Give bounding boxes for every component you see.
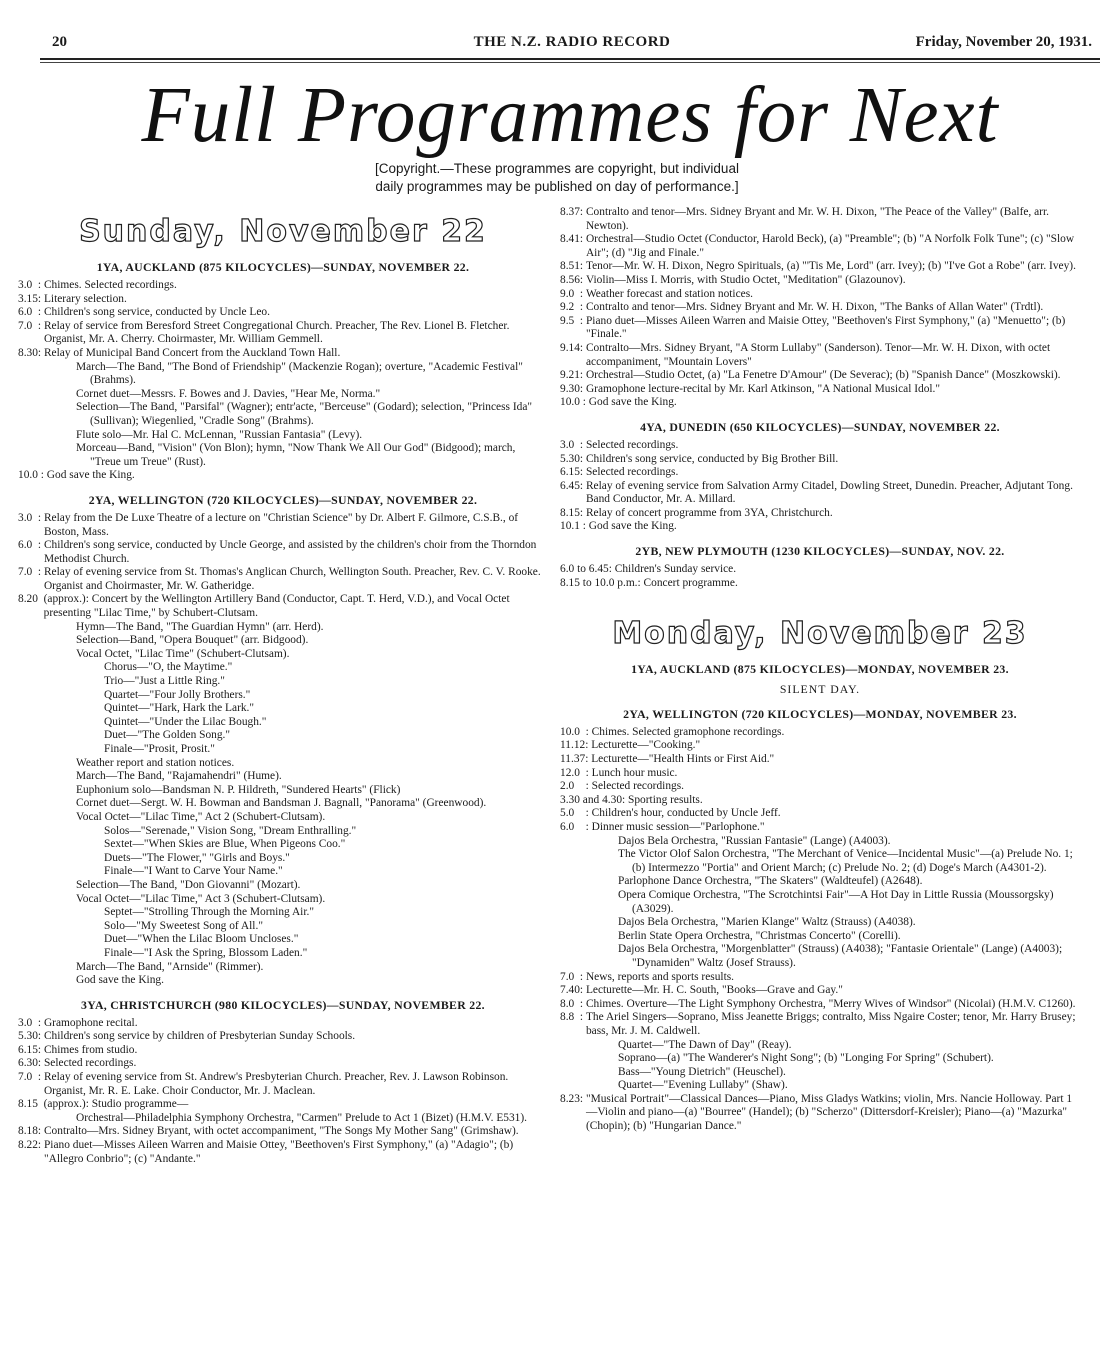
- schedule-entry: 10.0 : God save the King.: [18, 469, 135, 482]
- copyright-notice: [0, 160, 1114, 196]
- programme-item: Orchestral—Philadelphia Symphony Orchestra, "Carmen" Prelude to Act 1 (Bizet) (H.M.V. E531).: [76, 1111, 528, 1124]
- programme-item: Selection—The Band, "Parsifal" (Wagner); entr'acte, "Berceuse" (Godard); selection, "Princess Ida" (Sullivan); Wiegenlied, "Cradle Song" (Brahms).: [76, 401, 533, 427]
- schedule-entry: 7.0 : News, reports and sports results.: [560, 970, 735, 983]
- programme-list: [560, 971, 1080, 1039]
- schedule-entry: 8.15: Relay of concert programme from 3YA, Christchurch.: [560, 506, 833, 519]
- schedule-entry: 10.0 : Chimes. Selected gramophone recordings.: [560, 725, 785, 738]
- programme-item: Septet—"Strolling Through the Morning Air.": [104, 906, 315, 919]
- programme-item: Cornet duet—Sergt. W. H. Bowman and Bandsman J. Bagnall, "Panorama" (Greenwood).: [76, 797, 487, 810]
- schedule-entry: 8.56: Violin—Miss I. Morris, with Studio Octet, "Meditation" (Glazounov).: [560, 273, 906, 286]
- programme-item: Finale—"I Ask the Spring, Blossom Laden.": [104, 946, 308, 959]
- programme-item: March—The Band, "Rajamahendri" (Hume).: [76, 770, 282, 783]
- schedule-entry: 7.0 : Relay of evening service from St. Andrew's Presbyterian Church. Preacher, Rev. J. Lawson Robinson. Organist, Mr. R. E. Lake. Choir Conductor, Mr. J. Maclean.: [18, 1071, 509, 1097]
- schedule-entry: 6.0 : Children's song service, conducted by Uncle George, and assisted by the children's choir from the Thorndon Methodist Church.: [18, 539, 537, 565]
- schedule-entry: 7.40: Lecturette—Mr. H. C. South, "Books—Grave and Gay.": [560, 984, 843, 997]
- station-heading: 4YA, DUNEDIN (650 KILOCYCLES)—SUNDAY, NOVEMBER 22.: [640, 419, 1000, 434]
- schedule-entry: 6.0 to 6.45: Children's Sunday service.: [560, 563, 737, 576]
- schedule-entry: 7.0 : Relay of service from Beresford Street Congregational Church. Preacher, The Rev. Lionel B. Fletcher. Organist, Mr. A. Cherry. Choirmaster, Mr. William Gemmell.: [18, 319, 510, 346]
- schedule-entry: 5.30: Children's song service, conducted by Big Brother Bill.: [560, 452, 839, 465]
- schedule-entry: 6.30: Selected recordings.: [18, 1057, 137, 1070]
- programme-item: Euphonium solo—Bandsman N. P. Hildreth, "Sundered Hearts" (Flick): [76, 783, 401, 796]
- programme-item: Duets—"The Flower," "Girls and Boys.": [104, 851, 290, 864]
- schedule-entry: 3.30 and 4.30: Sporting results.: [560, 793, 703, 806]
- programme-item: Flute solo—Mr. Hal C. McLennan, "Russian Fantasia" (Levy).: [76, 428, 363, 441]
- programme-item: Parlophone Dance Orchestra, "The Skaters" (Waldteufel) (A2648).: [618, 875, 923, 888]
- programme-item: Quartet—"The Dawn of Day" (Reay).: [618, 1038, 792, 1051]
- programme-list: [560, 1093, 1080, 1134]
- schedule-entry: 8.41: Orchestral—Studio Octet (Conductor, Harold Beck), (a) "Preamble"; (b) "A Norfolk Folk Tune"; (c) "Slow Air"; (d) "Jig and Finale.": [560, 233, 1075, 259]
- schedule-entry: 12.0 : Lunch hour music.: [560, 766, 678, 779]
- schedule-entry: 8.23: "Musical Portrait"—Classical Dances—Piano, Miss Gladys Watkins; violin, Mrs. Nancie Holloway. Part 1—Violin and piano—(a) "Bourree" (Handel); (b) "Scherzo" (Dittersdorf-Kreisler); Piano—(a) "Mazurka" (Chopin); (b) "Hungarian Dance.": [560, 1092, 1073, 1133]
- programme-item: Trio—"Just a Little Ring.": [104, 675, 225, 688]
- programme-item: March—The Band, "The Bond of Friendship" (Mackenzie Rogan); overture, "Academic Festival" (Brahms).: [76, 360, 523, 387]
- programme-item: Quartet—"Evening Lullaby" (Shaw).: [618, 1079, 788, 1092]
- schedule-entry: 8.0 : Chimes. Overture—The Light Symphony Orchestra, "Merry Wives of Windsor" (Nicolai) (H.M.V. C1260).: [560, 997, 1076, 1010]
- schedule-entry: 8.15 (approx.): Studio programme—: [18, 1098, 189, 1111]
- programme-item: Vocal Octet—"Lilac Time," Act 2 (Schubert-Clutsam).: [76, 810, 326, 823]
- programme-item: March—The Band, "Arnside" (Rimmer).: [76, 960, 264, 973]
- schedule-entry: 3.0 : Relay from the De Luxe Theatre of a lecture on "Christian Science" by Dr. Albert F. Gilmore, C.S.B., of Boston, Mass.: [18, 511, 519, 538]
- schedule-entry: 5.0 : Children's hour, conducted by Uncle Jeff.: [560, 807, 781, 820]
- station-heading: 2YA, WELLINGTON (720 KILOCYCLES)—SUNDAY, NOVEMBER 22.: [88, 492, 478, 507]
- programme-item: Finale—"Prosit, Prosit.": [104, 743, 215, 755]
- programme-list: [560, 726, 1080, 835]
- schedule-entry: 8.37: Contralto and tenor—Mrs. Sidney Bryant and Mr. W. H. Dixon, "The Peace of the Valley" (Balfe, arr. Newton).: [560, 206, 1049, 232]
- programme-item: Duet—"When the Lilac Bloom Uncloses.": [104, 933, 299, 946]
- programme-item: Bass—"Young Dietrich" (Heuschel).: [618, 1065, 786, 1078]
- programme-item: Cornet duet—Messrs. F. Bowes and J. Davies, "Hear Me, Norma.": [76, 387, 381, 400]
- schedule-entry: 8.51: Tenor—Mr. W. H. Dixon, Negro Spirituals, (a) "'Tis Me, Lord" (arr. Ivey); (b) "I've Got a Robe" (arr. Ivey).: [560, 260, 1076, 273]
- programme-item: Berlin State Opera Orchestra, "Christmas Concerto" (Corelli).: [618, 929, 901, 942]
- station-heading: 1YA, AUCKLAND (875 KILOCYCLES)—SUNDAY, NOVEMBER 22.: [96, 260, 470, 274]
- header-rule-thin: [40, 62, 1100, 63]
- programme-item: Chorus—"O, the Maytime.": [104, 661, 233, 674]
- programme-item: Finale—"I Want to Carve Your Name.": [104, 865, 283, 878]
- schedule-entry: 7.0 : Relay of evening service from St. Thomas's Anglican Church, Wellington South. Preacher, Rev. C. V. Rooke. Organist and Choirmaster, Mr. W. Gatheridge.: [18, 566, 541, 592]
- station-heading: 1YA, AUCKLAND (875 KILOCYCLES)—MONDAY, NOVEMBER 23.: [631, 662, 1009, 677]
- programme-item: Dajos Bela Orchestra, "Marien Klange" Waltz (Strauss) (A4038).: [618, 916, 916, 929]
- programme-item: Quintet—"Under the Lilac Bough.": [104, 715, 267, 728]
- schedule-entry: 8.18: Contralto—Mrs. Sidney Bryant, with octet accompaniment, "The Songs My Mother Sang" (Grimshaw).: [18, 1125, 519, 1138]
- programme-item: Morceau—Band, "Vision" (Von Blon); hymn, "Now Thank We All Our God" (Bidgood); march, "Treue um Treue" (Rust).: [76, 442, 516, 468]
- programme-item: Solos—"Serenade," Vision Song, "Dream Enthralling.": [104, 824, 357, 837]
- station-heading: 2YB, NEW PLYMOUTH (1230 KILOCYCLES)—SUNDAY, NOV. 22.: [635, 544, 1005, 559]
- schedule-entry: 6.0 : Children's song service, conducted by Uncle Leo.: [18, 306, 270, 319]
- schedule-entry: 9.30: Gramophone lecture-recital by Mr. Karl Atkinson, "A National Musical Idol.": [560, 382, 941, 395]
- schedule-entry: 3.0 : Selected recordings.: [560, 438, 679, 451]
- programme-list: [560, 439, 1080, 534]
- programme-item: Dajos Bela Orchestra, "Morgenblatter" (Strauss) (A4038); "Fantasie Orientale" (Lange) (A4003); "Dynamiden" Waltz (Josef Strauss).: [618, 943, 1063, 969]
- schedule-entry: 9.21: Orchestral—Studio Octet, (a) "La Fenetre D'Amour" (De Severac); (b) "Spanish Dance" (Moszkowski).: [560, 369, 1061, 382]
- programme-item: Vocal Octet, "Lilac Time" (Schubert-Clutsam).: [76, 647, 290, 660]
- schedule-entry: 3.0 : Chimes. Selected recordings.: [18, 279, 177, 291]
- programme-item: Selection—Band, "Opera Bouquet" (arr. Bidgood).: [76, 634, 309, 647]
- programme-list: [560, 835, 1080, 971]
- schedule-entry: 8.15 to 10.0 p.m.: Concert programme.: [560, 576, 738, 589]
- programme-list: [560, 1039, 1080, 1093]
- station-heading: 3YA, CHRISTCHURCH (980 KILOCYCLES)—SUNDAY, NOVEMBER 22.: [81, 997, 485, 1012]
- programme-item: Dajos Bela Orchestra, "Russian Fantasie" (Lange) (A4003).: [618, 834, 891, 847]
- masthead: THE N.Z. RADIO RECORD: [473, 34, 671, 50]
- programme-item: Weather report and station notices.: [76, 756, 235, 769]
- schedule-entry: 9.5 : Piano duet—Misses Aileen Warren and Maisie Ottey, "Beethoven's First Symphony," (a) "Menuetto"; (b) "Finale.": [560, 314, 1066, 341]
- programme-list: [18, 621, 548, 988]
- programme-item: Solo—"My Sweetest Song of All.": [104, 919, 263, 932]
- programme-item: Soprano—(a) "The Wanderer's Night Song"; (b) "Longing For Spring" (Schubert).: [618, 1052, 994, 1065]
- programme-item: Quintet—"Hark, Hark the Lark.": [104, 702, 255, 715]
- day-heading-sunday: Sunday, November 22: [79, 214, 487, 249]
- programme-item: God save the King.: [76, 974, 164, 987]
- programme-item: Duet—"The Golden Song.": [104, 729, 231, 742]
- schedule-entry: 2.0 : Selected recordings.: [560, 780, 685, 793]
- programme-list: [560, 206, 1080, 410]
- page-header: [52, 34, 1092, 56]
- right-column: [560, 206, 1080, 1134]
- schedule-entry: 6.15: Chimes from studio.: [18, 1043, 138, 1056]
- silent-day-note: SILENT DAY.: [779, 682, 861, 697]
- schedule-entry: 6.0 : Dinner music session—"Parlophone.": [560, 821, 765, 833]
- programme-item: Vocal Octet—"Lilac Time," Act 3 (Schubert-Clutsam).: [76, 892, 326, 905]
- programme-item: Hymn—The Band, "The Guardian Hymn" (arr. Herd).: [76, 620, 324, 633]
- schedule-entry: 8.20 (approx.): Concert by the Wellington Artillery Band (Conductor, Capt. T. Herd, V.D.), and Vocal Octet presenting "Lilac Time," by Schubert-Clutsam.: [18, 593, 510, 620]
- schedule-entry: 8.30: Relay of Municipal Band Concert from the Auckland Town Hall.: [18, 346, 341, 359]
- page-number: 20: [52, 34, 67, 50]
- schedule-entry: 6.15: Selected recordings.: [560, 466, 679, 479]
- copyright-line: [Copyright.—These programmes are copyright, but individual: [375, 161, 739, 176]
- schedule-entry: 3.15: Literary selection.: [18, 292, 127, 305]
- programme-item: Sextet—"When Skies are Blue, When Pigeons Coo.": [104, 838, 346, 851]
- schedule-entry: 10.0 : God save the King.: [560, 396, 677, 409]
- schedule-entry: 8.22: Piano duet—Misses Aileen Warren and Maisie Ottey, "Beethoven's First Symphony," (a) "Adagio"; (b) "Allegro Conbrio"; (c) "Andante.": [18, 1139, 514, 1165]
- programme-item: Opera Comique Orchestra, "The Scrotchintsi Fair"—A Hot Day in Little Russia (Moussorgsky) (A3029).: [618, 888, 1054, 915]
- programme-item: The Victor Olof Salon Orchestra, "The Merchant of Venice—Incidental Music"—(a) Prelude No. 1; (b) Intermezzo "Portia" and Orient March; (c) Prelude No. 2; (d) Doge's March (A4301-2).: [618, 848, 1073, 874]
- left-column: [18, 206, 548, 1166]
- copyright-line: daily programmes may be published on day of performance.]: [375, 179, 739, 194]
- schedule-entry: 11.12: Lecturette—"Cooking.": [560, 739, 701, 752]
- schedule-entry: 11.37: Lecturette—"Health Hints or First Aid.": [560, 753, 775, 766]
- programme-item: Selection—The Band, "Don Giovanni" (Mozart).: [76, 878, 301, 891]
- day-heading-monday: Monday, November 23: [612, 616, 1028, 652]
- header-rule: [40, 58, 1100, 60]
- schedule-entry: 3.0 : Gramophone recital.: [18, 1016, 138, 1029]
- schedule-entry: 10.1 : God save the King.: [560, 520, 677, 533]
- schedule-entry: 8.8 : The Ariel Singers—Soprano, Miss Jeanette Briggs; contralto, Miss Ngaire Coster; tenor, Mr. Harry Brusey; bass, Mr. J. M. Caldwell.: [560, 1011, 1076, 1037]
- schedule-entry: 9.2 : Contralto and tenor—Mrs. Sidney Bryant and Mr. W. H. Dixon, "The Banks of Allan Water" (Trdtl).: [560, 301, 1044, 314]
- schedule-entry: 9.14: Contralto—Mrs. Sidney Bryant, "A Storm Lullaby" (Sanderson). Tenor—Mr. W. H. Dixon, with octet accompaniment, "Mountain Lovers": [560, 341, 1051, 368]
- page-title: Full Programmes for Next: [141, 72, 999, 159]
- station-heading: 2YA, WELLINGTON (720 KILOCYCLES)—MONDAY, NOVEMBER 23.: [623, 706, 1017, 721]
- issue-date: Friday, November 20, 1931.: [915, 34, 1092, 50]
- schedule-entry: 5.30: Children's song service by children of Presbyterian Sunday Schools.: [18, 1030, 356, 1043]
- schedule-entry: 6.45: Relay of evening service from Salvation Army Citadel, Dowling Street, Dunedin. Preacher, Adjutant Tong. Band Conductor, Mr. A. Millard.: [560, 479, 1073, 506]
- programme-item: Quartet—"Four Jolly Brothers.": [104, 688, 251, 701]
- schedule-entry: 9.0 : Weather forecast and station notices.: [560, 287, 753, 300]
